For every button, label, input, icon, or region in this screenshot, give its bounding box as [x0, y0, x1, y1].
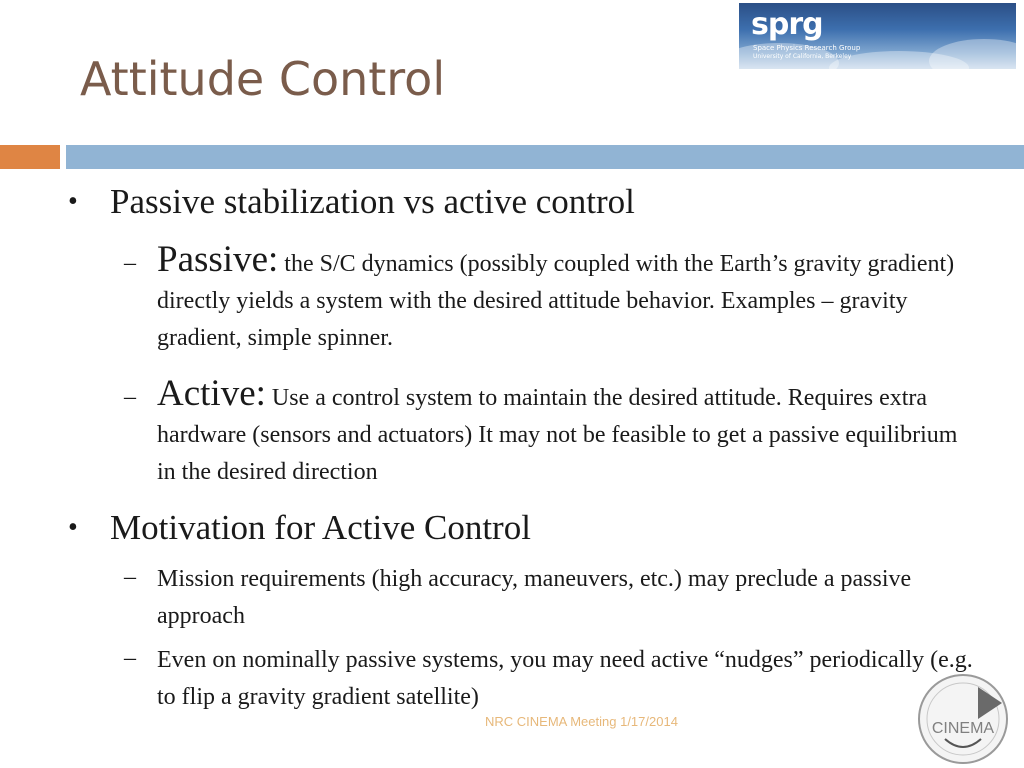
slide-footer: NRC CINEMA Meeting 1/17/2014 [485, 714, 678, 729]
sub-bullet-lead: Passive: [157, 239, 279, 280]
bullet-marker: • [68, 512, 78, 543]
dash-marker: – [124, 645, 136, 671]
logo-university: University of California, Berkeley [753, 53, 852, 60]
sub-bullet-lead: Active: [157, 373, 266, 414]
logo-wordmark: sprg [751, 7, 823, 42]
accent-bar-blue [66, 145, 1024, 169]
badge-label: CINEMA [931, 720, 995, 737]
logo-subtitle: Space Physics Research Group [753, 44, 861, 52]
dash-marker: – [124, 250, 136, 276]
sub-bullet-nudges: Even on nominally passive systems, you may need active “nudges” periodically (e.g. to flip a gravity gradient satellite) [157, 647, 973, 710]
bullet-passive-vs-active: Passive stabilization vs active control [110, 182, 635, 221]
dash-marker: – [124, 384, 136, 410]
sub-bullet-body: Use a control system to maintain the desired attitude. Requires extra hardware (sensors and actuators) It may not be feasible to get a passive equilibrium in the desired direction [157, 385, 958, 485]
cinema-badge-icon [910, 673, 1016, 765]
sub-bullet-passive [157, 241, 977, 357]
bullet-marker: • [68, 186, 78, 217]
slide-title: Attitude Control [80, 52, 446, 106]
dash-marker: – [124, 564, 136, 590]
sprg-logo [739, 3, 1016, 69]
accent-bar-orange [0, 145, 60, 169]
sub-bullet-mission: Mission requirements (high accuracy, maneuvers, etc.) may preclude a passive approach [157, 566, 912, 629]
sub-bullet-active [157, 375, 977, 491]
sub-bullet-body: the S/C dynamics (possibly coupled with the Earth’s gravity gradient) directly yields a system with the desired attitude behavior. Examples – gravity gradient, simple spinner. [157, 251, 955, 351]
bullet-motivation: Motivation for Active Control [110, 508, 531, 547]
